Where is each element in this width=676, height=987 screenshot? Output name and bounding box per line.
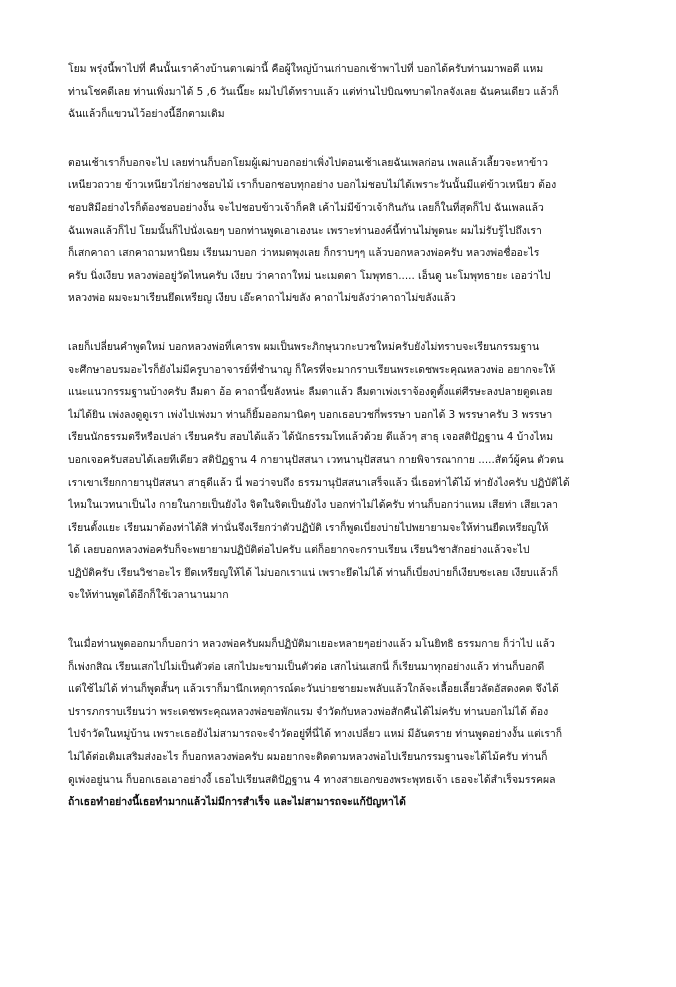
- text-line: ปรารภกราบเรียนว่า พระเดชพระคุณหลวงพ่อขอพักแรม จำวัดกับหลวงพ่อสักคืนได้ไม่ครับ ท่านบอกไม่ได้ ต้อง: [68, 705, 549, 718]
- text-line: เหนียวถวาย ข้าวเหนียวไก่ย่างชอบไม้ เราก็บอกชอบทุกอย่าง บอกไม่ชอบไม่ได้เพราะวันนั้นมีแต่ข้าวเหนียว ต้อง: [68, 179, 557, 192]
- paragraph-1: [68, 58, 634, 126]
- text-line: ตอนเช้าเราก็บอกจะไป เลยท่านก็บอกโยมผู้เฒ่าบอกอย่าเพิ่งไปตอนเช้าเลยฉันเพลก่อน เพลแล้วเลี้ยวจะหาข้าว: [68, 156, 548, 169]
- text-line: โยม พรุ่งนี้พาไปที่ คืนนั้นเราค้างบ้านตาเฒ่านี้ คือผู้ใหญ่บ้านเก่าบอกเช้าพาไปที่ บอกได้ครับท่านมาพอดี แหม: [68, 63, 544, 75]
- paragraph-3: [68, 336, 634, 607]
- text-line: ถ้าเธอทำอย่างนี้เธอทำมากแล้วไม่มีการสำเร็จ และไม่สามารถจะแก้ปัญหาได้: [68, 796, 406, 809]
- text-line: ปฏิบัติครับ เรียนวิชาอะไร ยึดเหรียญให้ได้ ไม่บอกเราแน่ เพราะยึดไม่ได้ ท่านก็เบี่ยงบ่ายก็เงียบซะเลย เงียบแล้วก็: [68, 566, 559, 579]
- text-line: ไหมในเวทนาเป็นไง กายในกายเป็นยังไง จิตในจิตเป็นยังไง บอกท่าไม่ได้ครับ ท่านก็บอกว่าแหม เสียท่า เสียเวลา: [68, 499, 559, 512]
- text-line: แต่ใช้ไม่ได้ ท่านก็พูดสั้นๆ แล้วเราก็มานึกเหตุการณ์ตะวันบ่ายชายมะพลับแล้วใกล้จะเลื้อยเลี้ยวลัดอัสดงคต จึงได้: [68, 683, 559, 696]
- text-line: ฉันเพลแล้วก็ไป โยมนั้นก็ไปนั่งเฉยๆ บอกท่านพูดเอาเองนะ เพราะท่านองค์นี้ท่านไม่พูดนะ ผมไม่รับรู้ไปถึงเรา: [68, 224, 542, 237]
- text-line: จะให้ท่านพูดได้อีกก็ใช้เวลานานมาก: [68, 589, 229, 602]
- text-line: จะศึกษาอบรมอะไรก็ยังไม่มีครูบาอาจารย์ที่ชำนาญ ก็ใครที่จะมากราบเรียนพระเดชพระคุณหลวงพ่อ อยากจะให้: [68, 363, 556, 376]
- text-line: บอกเจอครับสอบได้เลยทีเดียว สติปัฏฐาน 4 กายานุปัสสนา เวทนานุปัสสนา กายพิจารณากาย .....สัตว์ผู้คน ตัวตน: [68, 453, 564, 466]
- text-line: ท่านโชคดีเลย ท่านเพิ่งมาได้ 5 ,6 วันเนี๊ยะ ผมไปได้ทราบแล้ว แต่ท่านไปบิณฑบาตไกลจังเลย ฉันคนเดียว แล้วก็: [68, 85, 559, 98]
- text-line: หลวงพ่อ ผมจะมาเรียนยึดเหรียญ เงียบ เอ๊ะคาถาไม่ขลัง คาถาไม่ขลังว่าคาถาไม่ขลังแล้ว: [68, 292, 456, 305]
- text-line: ฉันแล้วก็แขวนไว้อย่างนี้อีกตามเดิม: [68, 108, 225, 121]
- text-line: ชอบสิมีอย่างไรก็ต้องชอบอย่างงั้น จะไปชอบข้าวเจ้าก็คสิ เค้าไม่มีข้าวเจ้ากินกัน เลยก็ในที่สุดก็ไป ฉันเพลแล้ว: [68, 201, 544, 214]
- text-line: เรียนตั้งแยะ เรียนมาต้องท่าได้สิ ท่านั่นจึงเรียกว่าตัวปฏิบัติ เราก็พูดเบี่ยงบ่ายไปพยายามจะให้ท่านยืดเหรียญให้: [68, 521, 549, 534]
- text-line: ก็เพ่งกสิณ เรียนเสกไปไม่เป็นตัวต่อ เสกไปมะขามเป็นตัวต่อ เสกไน่นเสกนี่ ก็เรียนมาทุกอย่างแล้ว ท่านก็บอกดี: [68, 660, 545, 673]
- text-line: ครับ นิ่งเงียบ หลวงพ่ออยู่วัดไหนครับ เงียบ ว่าคาถาใหม่ นะเมตตา โมพุทธา..... เอ็นดู นะโมพุทธายะ เออว่าไป: [68, 269, 551, 282]
- document-page: [68, 58, 634, 840]
- text-line: ในเมื่อท่านพูดออกมาก็บอกว่า หลวงพ่อครับผมก็ปฏิบัติมาเยอะหลายๆอย่างแล้ว มโนยิทธิ ธรรมกาย ก็ว่าไป แล้ว: [68, 638, 555, 651]
- text-line: ไม่ได้ยิน เพ่งลงดูดูเรา เพ่งไปเพ่งมา ท่านก็ยิ้มออกมานิดๆ บอกเธอบวชกี่พรรษา บอกได้ 3 พรรษาครับ 3 พรรษา: [68, 408, 553, 421]
- text-line: ได้ เลยบอกหลวงพ่อครับก็จะพยายามปฏิบัติต่อไปครับ แต่ก็อยากจะกราบเรียน เรียนวิชาสักอย่างแล้วจะไป: [68, 544, 530, 557]
- text-line: เรียนนักธรรมตรีหรือเปล่า เรียนครับ สอบได้แล้ว ได้นักธรรมโทแล้วด้วย ดีแล้วๆ สาธุ เจอสติปัฏฐาน 4 บ้างไหม: [68, 431, 554, 444]
- paragraph-4: [68, 633, 634, 814]
- text-line: ก็เสกคาถา เสกคาถามหานิยม เรียนมาบอก ว่าหมดพุงเลย ก็กราบๆๆ แล้วบอกหลวงพ่อครับ หลวงพ่อชื่ออะไร: [68, 247, 540, 260]
- text-line: ไปจำวัดในหมู่บ้าน เพราะเธอยังไม่สามารถจะจำวัดอยู่ที่นี่ได้ ทางเปลี่ยว แหม่ มีอันตราย ท่านพูดอย่างงั้น แต่เราก็: [68, 728, 563, 741]
- text-line: เราเขาเรียกกายานุปัสสนา สาธุดีแล้ว นี่ พอว่าจบถึง ธรรมานุปัสสนาเสร็จแล้ว นี่เธอท่าได้ไม้ ท่ายังไงครับ ปฏิบัติได้: [68, 476, 570, 489]
- text-line: ดูเพ่งอยู่นาน ก็บอกเธอเอาอย่างงี้ เธอไปเรียนสติปัฏฐาน 4 ทางสายเอกของพระพุทธเจ้า เธอจะได้สำเร็จมรรคผล: [68, 773, 556, 786]
- paragraph-2: [68, 152, 634, 310]
- text-line: แนะแนวกรรมฐานบ้างครับ ลืมตา อ้อ คาถานี้ขลังหน่ะ ลืมตาแล้ว ลืมตาเพ่งเราจ้องดูตั้งแต่ศีรษะลงปลายตูดเลย: [68, 386, 553, 399]
- text-line: ไม่ได้ต่อเติมเสริมส่งอะไร ก็บอกหลวงพ่อครับ ผมอยากจะติดตามหลวงพ่อไปเรียนกรรมฐานจะได้ไม้ครับ ท่านก็: [68, 751, 548, 764]
- text-line: เลยก็เปลี่ยนคำพูดใหม่ บอกหลวงพ่อที่เคารพ ผมเป็นพระภิกษุนวกะบวชใหม่ครับยังไม่ทราบจะเรียนกรรมฐาน: [68, 340, 540, 353]
